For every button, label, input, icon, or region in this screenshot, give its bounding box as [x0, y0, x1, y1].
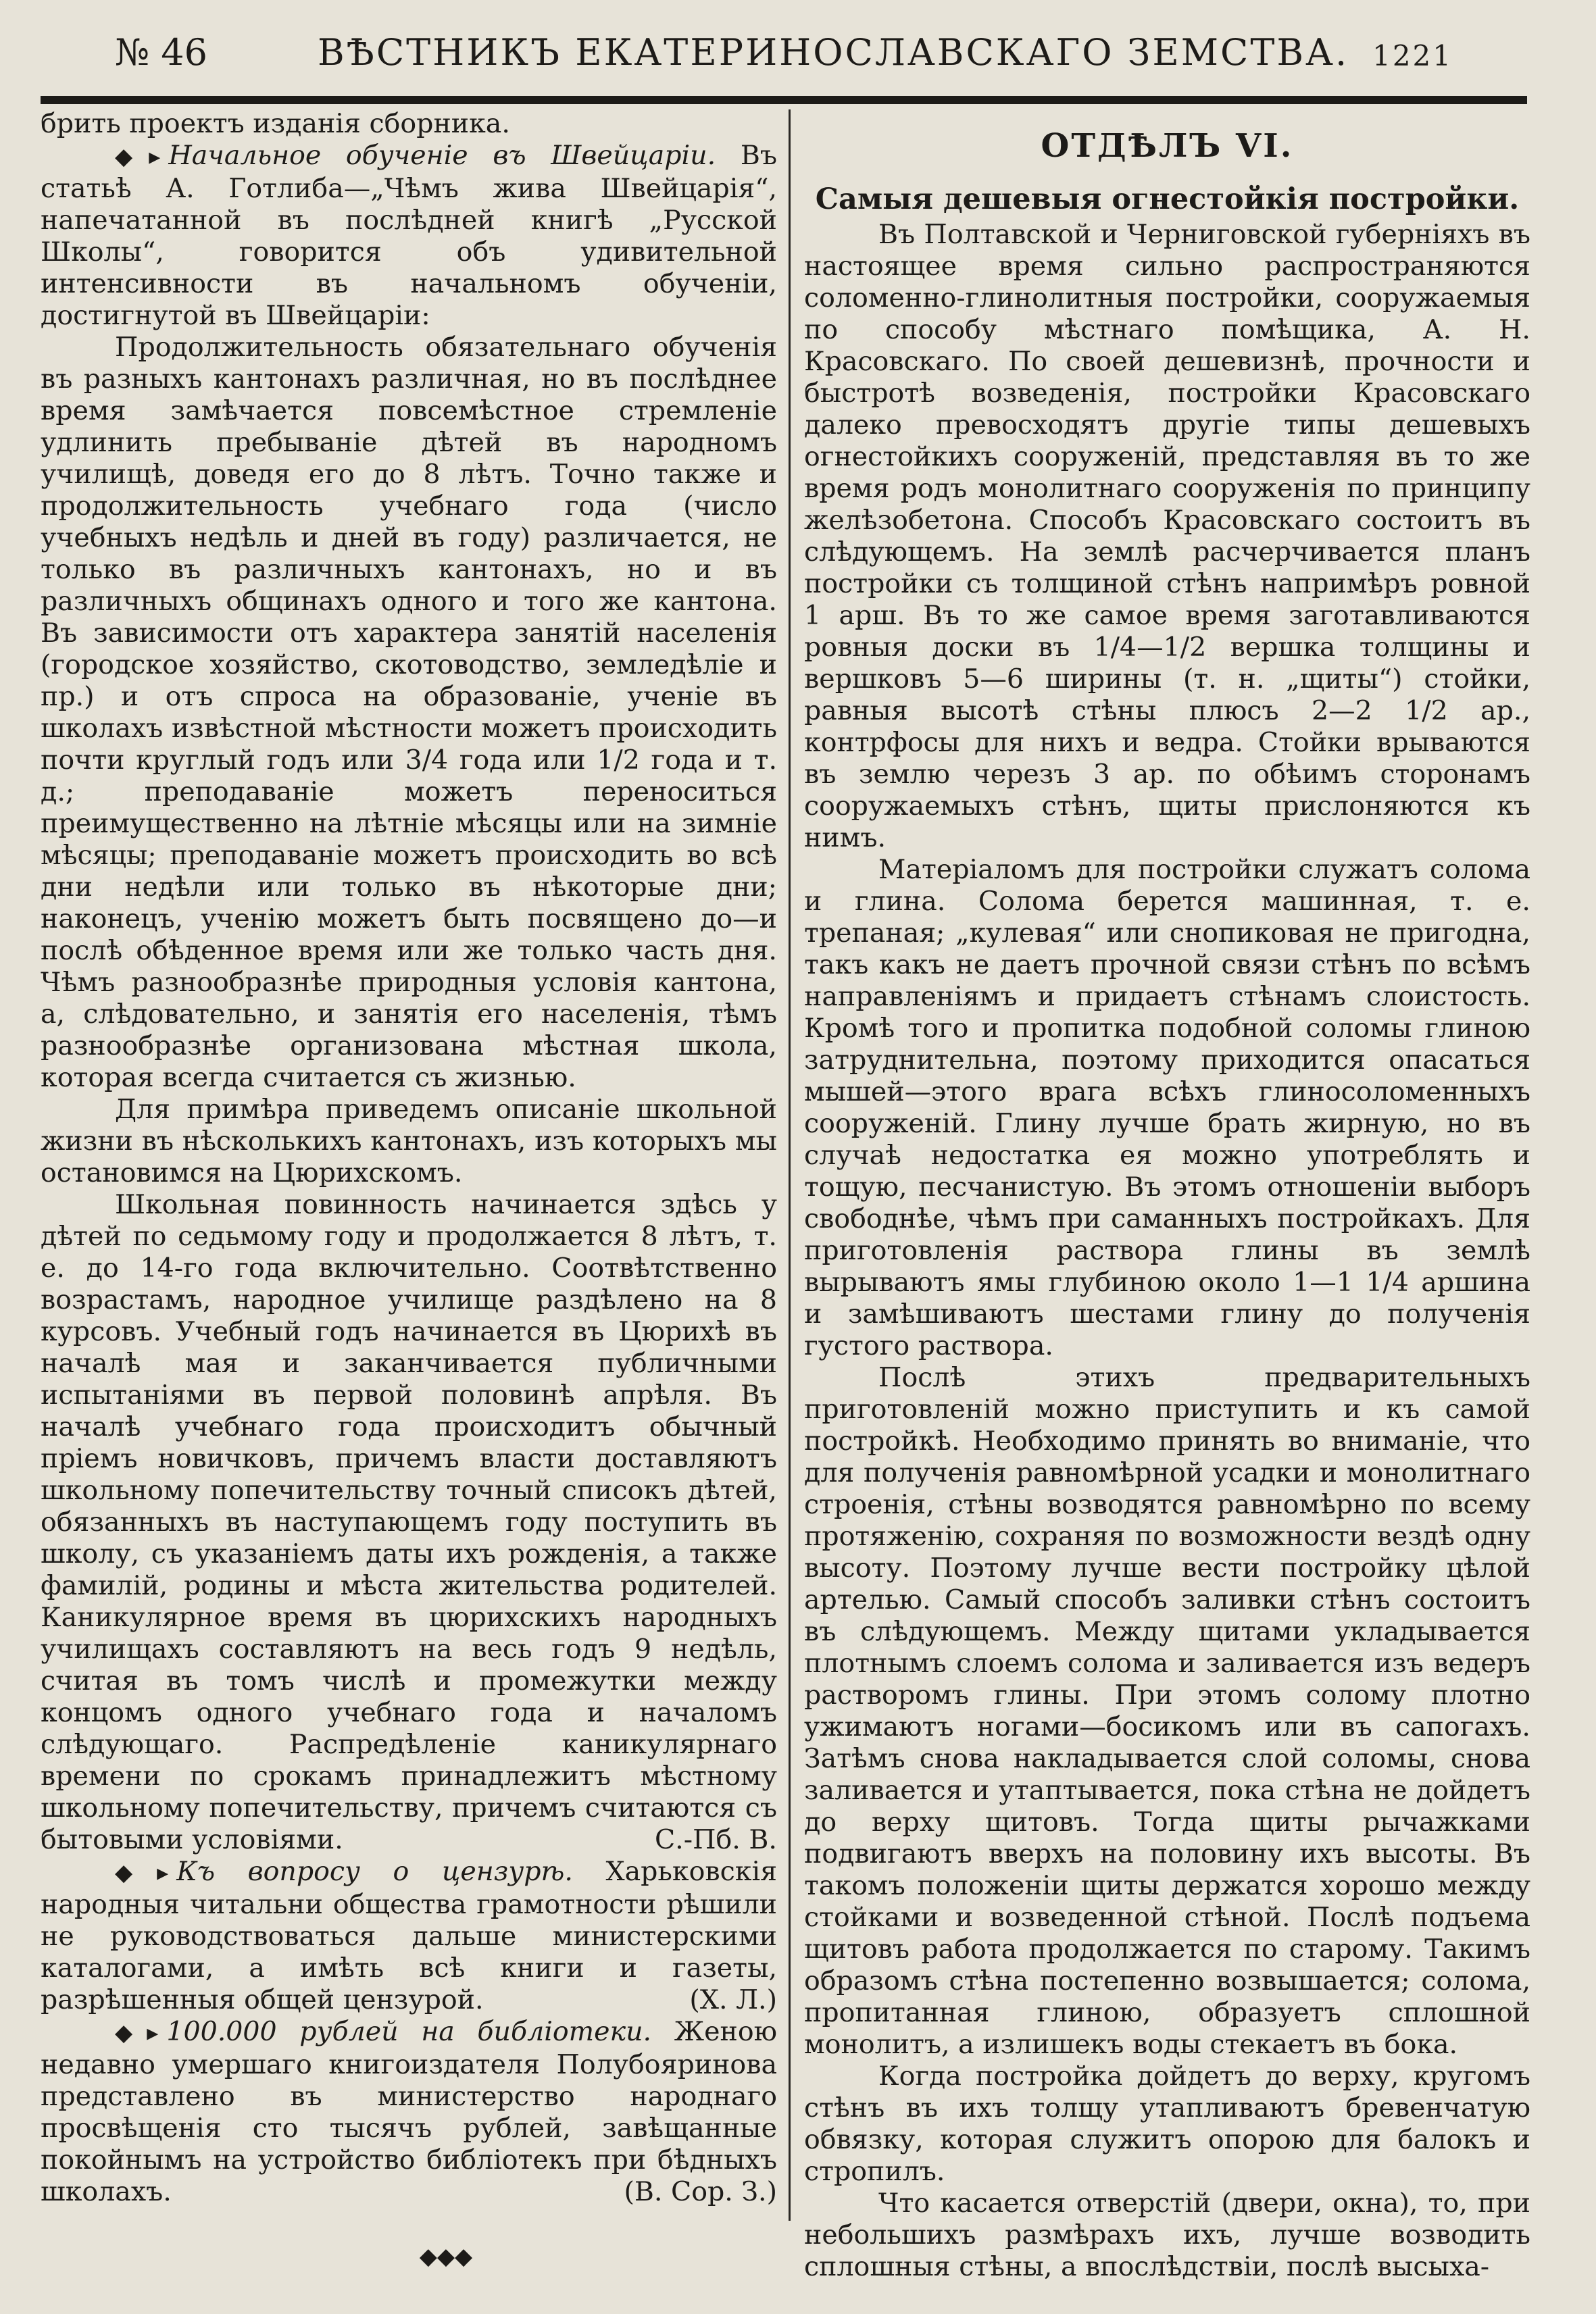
footer-ornament-icon: ◆◆◆ [419, 2243, 473, 2270]
page-number: 1221 [1372, 39, 1453, 72]
signature: (Х. Л.) [689, 1984, 777, 2015]
issue-number: № 46 [115, 31, 207, 74]
item-title: Начальное обученіе въ Швейцаріи. [168, 140, 716, 171]
paragraph: Продолжительность обязательнаго обученія въ разныхъ кантонахъ различная, но въ послѣднее время замѣчается повсемѣстное стремленіе удлинить пребываніе дѣтей въ народномъ училищѣ, доведя его до 8 лѣтъ. Точно также и продолжительность учебнаго года (число учебныхъ недѣль и дней въ году) различается, не только въ различныхъ кантонахъ, но и въ различныхъ общинахъ одного и того же кантона. Въ зависимости отъ характера занятій населенія (городское хозяйство, скотоводство, земледѣліе и пр.) и отъ спроса на образованіе, ученіе въ школахъ извѣстной мѣстности можетъ происходить почти круглый годъ или 3/4 года или 1/2 года и т. д.; преподаваніе можетъ переноситься преимущественно на лѣтніе мѣсяцы или на зимніе мѣсяцы; преподаваніе можетъ происходить во всѣ дни недѣли или только въ нѣкоторые дни; наконецъ, ученію можетъ быть посвящено до—и послѣ обѣденное время или же только часть дня. Чѣмъ разнообразнѣе природныя условія кантона, а, слѣдовательно, и занятія его населенія, тѣмъ разнообразнѣе организована мѣстная школа, которая всегда считается съ жизнью. [41, 332, 777, 1093]
item-text: Харьковскія народныя читальни общества грамотности рѣшили не руководствоваться дальше министерскими каталогами, а имѣть всѣ книги и газеты, разрѣшенныя общей цензурой. [41, 1856, 777, 2015]
paragraph: Матеріаломъ для постройки служатъ солома и глина. Солома берется машинная, т. е. трепаная; „кулевая“ или снопиковая не пригодна, такъ какъ не даетъ прочной связи стѣнъ по всѣмъ направленіямъ и придаетъ стѣнамъ слоистость. Кромѣ того и пропитка подобной соломы глиною затруднительна, поэтому приходится опасаться мышей—этого врага всѣхъ глиносоломенныхъ сооруженій. Глину лучше брать жирную, но въ случаѣ недостатка ея можно употреблять и тощую, песчанистую. Въ этомъ отношеніи выборъ свободнѣе, чѣмъ при саманныхъ постройкахъ. Для приготовленія раствора глины въ землѣ вырываютъ ямы глубиною около 1—1 1/4 аршина и замѣшиваютъ шестами глину до полученія густого раствора. [804, 854, 1530, 1361]
right-column [804, 108, 1530, 2283]
journal-title: ВѢСТНИКЪ ЕКАТЕРИНОСЛАВСКАГО ЗЕМСТВА. [318, 31, 1349, 74]
bullet-ornament-icon: ◆▸ [115, 2019, 159, 2046]
signed-paragraph [41, 1189, 777, 1856]
paragraph-text: Школьная повинность начинается здѣсь у дѣтей по седьмому году и продолжается 8 лѣтъ, т. е. до 14-го года включительно. Соотвѣтственно возрастамъ, народное училище раздѣлено на 8 курсовъ. Учебный годъ начинается въ Цюрихѣ въ началѣ мая и заканчивается публичными испытаніями въ первой половинѣ апрѣля. Въ началѣ учебнаго года происходитъ обычный пріемъ новичковъ, причемъ власти доставляютъ школьному попечительству точный списокъ дѣтей, обязанныхъ въ наступающемъ году поступить въ школу, съ указаніемъ даты ихъ рожденія, а также фамилій, родины и мѣста жительства родителей. Каникулярное время въ цюрихскихъ народныхъ училищахъ составляютъ на весь годъ 9 недѣль, считая въ томъ числѣ и промежутки между концомъ одного учебнаго года и началомъ слѣдующаго. Распредѣленіе каникулярнаго времени по срокамъ принадлежитъ мѣстному школьному попечительству, причемъ считаются съ бытовыми условіями. [41, 1189, 777, 1855]
news-item-censorship [41, 1856, 777, 2016]
header-rule [41, 96, 1527, 104]
paragraph: Въ Полтавской и Черниговской губерніяхъ въ настоящее время сильно распространяются соломенно-глинолитныя постройки, сооружаемыя по способу мѣстнаго помѣщика, А. Н. Красовскаго. По своей дешевизнѣ, прочности и быстротѣ возведенія, постройки Красовскаго далеко превосходятъ другіе типы дешевыхъ огнестойкихъ сооруженій, представляя въ то же время родъ монолитнаго сооруженія по принципу желѣзобетона. Способъ Красовскаго состоитъ въ слѣдующемъ. На землѣ расчерчивается планъ постройки съ толщиной стѣнъ напримѣръ ровной 1 арш. Въ то же самое время заготавливаются ровныя доски въ 1/4—1/2 вершка толщины и вершковъ 5—6 ширины (т. н. „щиты“) стойки, равныя высотѣ стѣны плюсъ 2—2 1/2 ар., контрфосы для нихъ и ведра. Стойки врываются въ землю черезъ 3 ар. по обѣимъ сторонамъ сооружаемыхъ стѣнъ, щиты прислоняются къ нимъ. [804, 219, 1530, 853]
paragraph: Что касается отверстій (двери, окна), то, при небольшихъ размѣрахъ ихъ, лучше возводить сплошныя стѣны, а впослѣдствіи, послѣ высыха- [804, 2188, 1530, 2282]
left-column [41, 108, 777, 2208]
article-title: Самыя дешевыя огнестойкія постройки. [815, 182, 1520, 216]
signature: (В. Сор. З.) [624, 2176, 777, 2207]
section-title: ОТДѢЛЪ VI. [1041, 127, 1294, 165]
item-title: Къ вопросу о цензурѣ. [176, 1856, 573, 1887]
bullet-ornament-icon: ◆▸ [115, 143, 161, 170]
paragraph: Для примѣра приведемъ описаніе школьной жизни въ нѣсколькихъ кантонахъ, изъ которыхъ мы остановимся на Цюрихскомъ. [41, 1094, 777, 1188]
item-title: 100.000 рублей на библіотеки. [166, 2016, 652, 2047]
item-text: Женою недавно умершаго книгоиздателя Полубояринова представлено въ министерство народнаго просвѣщенія сто тысячъ рублей, завѣщанные покойнымъ на устройство библіотекъ при бѣдныхъ школахъ. [41, 2016, 777, 2207]
news-item-swiss-education [41, 140, 777, 332]
news-item-libraries [41, 2016, 777, 2208]
item-lead: Въ статьѣ А. Готлиба—„Чѣмъ жива Швейцарія“, напечатанной въ послѣдней книгѣ „Русской Школы“, говорится объ удивительной интенсивности въ начальномъ обученіи, достигнутой въ Швейцаріи: [41, 140, 777, 331]
bullet-ornament-icon: ◆▸ [115, 1859, 169, 1886]
page-header [115, 27, 1460, 81]
continued-line: брить проектъ изданія сборника. [41, 108, 510, 139]
paragraph: Когда постройка дойдетъ до верху, кругомъ стѣнъ въ ихъ толщу утапливаютъ бревенчатую обвязку, которая служитъ опорою для балокъ и стропилъ. [804, 2061, 1530, 2187]
column-divider [789, 109, 791, 2221]
signature: С.-Пб. В. [654, 1824, 777, 1855]
paragraph: Послѣ этихъ предварительныхъ приготовленій можно приступить и къ самой постройкѣ. Необходимо принять во вниманіе, что для полученія равномѣрной усадки и монолитнаго строенія, стѣны возводятся равномѣрно по всему протяженію, сохраняя по возможности вездѣ одну высоту. Поэтому лучше вести постройку цѣлой артелью. Самый способъ заливки стѣнъ состоитъ въ слѣдующемъ. Между щитами укладывается плотнымъ слоемъ солома и заливается изъ ведеръ растворомъ глины. При этомъ солому плотно ужимаютъ ногами—босикомъ или въ сапогахъ. Затѣмъ снова накладывается слой соломы, снова заливается и утаптывается, пока стѣна не дойдетъ до верху щитовъ. Тогда щиты рычажками подвигаютъ вверхъ на половину ихъ высоты. Въ такомъ положеніи щиты держатся хорошо между стойками и возведенной стѣной. Послѣ подъема щитовъ работа продолжается по старому. Такимъ образомъ стѣна постепенно возвышается; солома, пропитанная глиною, образуетъ сплошной монолитъ, а излишекъ воды стекаетъ въ бока. [804, 1362, 1530, 2060]
